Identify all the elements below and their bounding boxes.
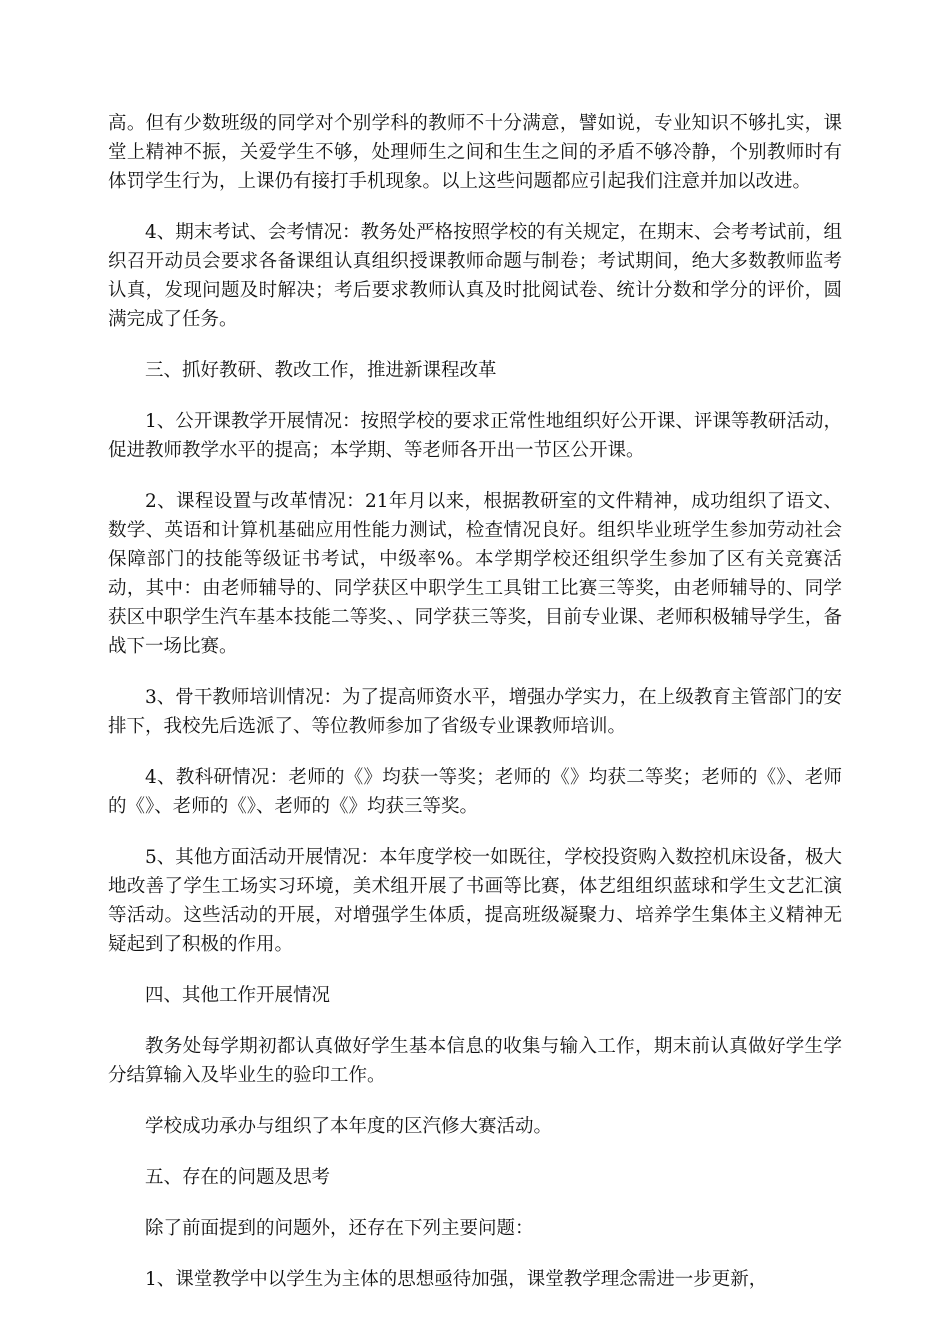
section-heading-3: 三、抓好教研、教改工作，推进新课程改革 [145,360,497,381]
paragraph-teacher-training: 3、骨干教师培训情况：为了提高师资水平，增强办学实力，在上级教育主管部门的安排下，我校先后选派了、等位教师参加了省级专业课教师培训。 [108,687,842,737]
section-heading-5: 五、存在的问题及思考 [145,1167,331,1188]
paragraph-competition-host: 学校成功承办与组织了本年度的区汽修大赛活动。 [145,1116,553,1137]
paragraph-continuation: 高。但有少数班级的同学对个别学科的教师不十分满意，譬如说，专业知识不够扎实，课堂上精神不振，关爱学生不够，处理师生之间和生生之间的矛盾不够冷静，个别教师时有体罚学生行为，上课仍有接打手机现象。以上这些问题都应引起我们注意并加以改进。 [108,113,842,192]
paragraph-open-class: 1、公开课教学开展情况：按照学校的要求正常性地组织好公开课、评课等教研活动，促进教师教学水平的提高；本学期、等老师各开出一节区公开课。 [108,411,842,461]
paragraph-research-awards: 4、教科研情况：老师的《》均获一等奖；老师的《》均获二等奖；老师的《》、老师的《》、老师的《》、老师的《》均获三等奖。 [108,767,842,817]
paragraph-curriculum-reform: 2、课程设置与改革情况：21年月以来，根据教研室的文件精神，成功组织了语文、数学、英语和计算机基础应用性能力测试，检查情况良好。组织毕业班学生参加劳动社会保障部门的技能等级证书考试，中级率%。本学期学校还组织学生参加了区有关竞赛活动，其中：由老师辅导的、同学获区中职学生工具钳工比赛三等奖，由老师辅导的、同学获区中职学生汽车基本技能二等奖、、同学获三等奖，目前专业课、老师积极辅导学生，备战下一场比赛。 [108,491,842,657]
paragraph-student-info: 教务处每学期初都认真做好学生基本信息的收集与输入工作，期末前认真做好学生学分结算输入及毕业生的验印工作。 [108,1036,842,1086]
paragraph-exam-situation: 4、期末考试、会考情况：教务处严格按照学校的有关规定，在期末、会考考试前，组织召开动员会要求各备课组认真组织授课教师命题与制卷；考试期间，绝大多数教师监考认真，发现问题及时解决；考后要求教师认真及时批阅试卷、统计分数和学分的评价，圆满完成了任务。 [108,222,842,330]
section-heading-4: 四、其他工作开展情况 [145,985,331,1006]
paragraph-problems-intro: 除了前面提到的问题外，还存在下列主要问题： [145,1218,534,1239]
document-body [108,109,842,1316]
paragraph-other-activities: 5、其他方面活动开展情况：本年度学校一如既往，学校投资购入数控机床设备，极大地改善了学生工场实习环境，美术组开展了书画等比赛，体艺组组织蓝球和学生文艺汇演等活动。这些活动的开展，对增强学生体质，提高班级凝聚力、培养学生集体主义精神无疑起到了积极的作用。 [108,847,842,955]
paragraph-problem-1: 1、课堂教学中以学生为主体的思想亟待加强，课堂教学理念需进一步更新， [145,1269,768,1290]
